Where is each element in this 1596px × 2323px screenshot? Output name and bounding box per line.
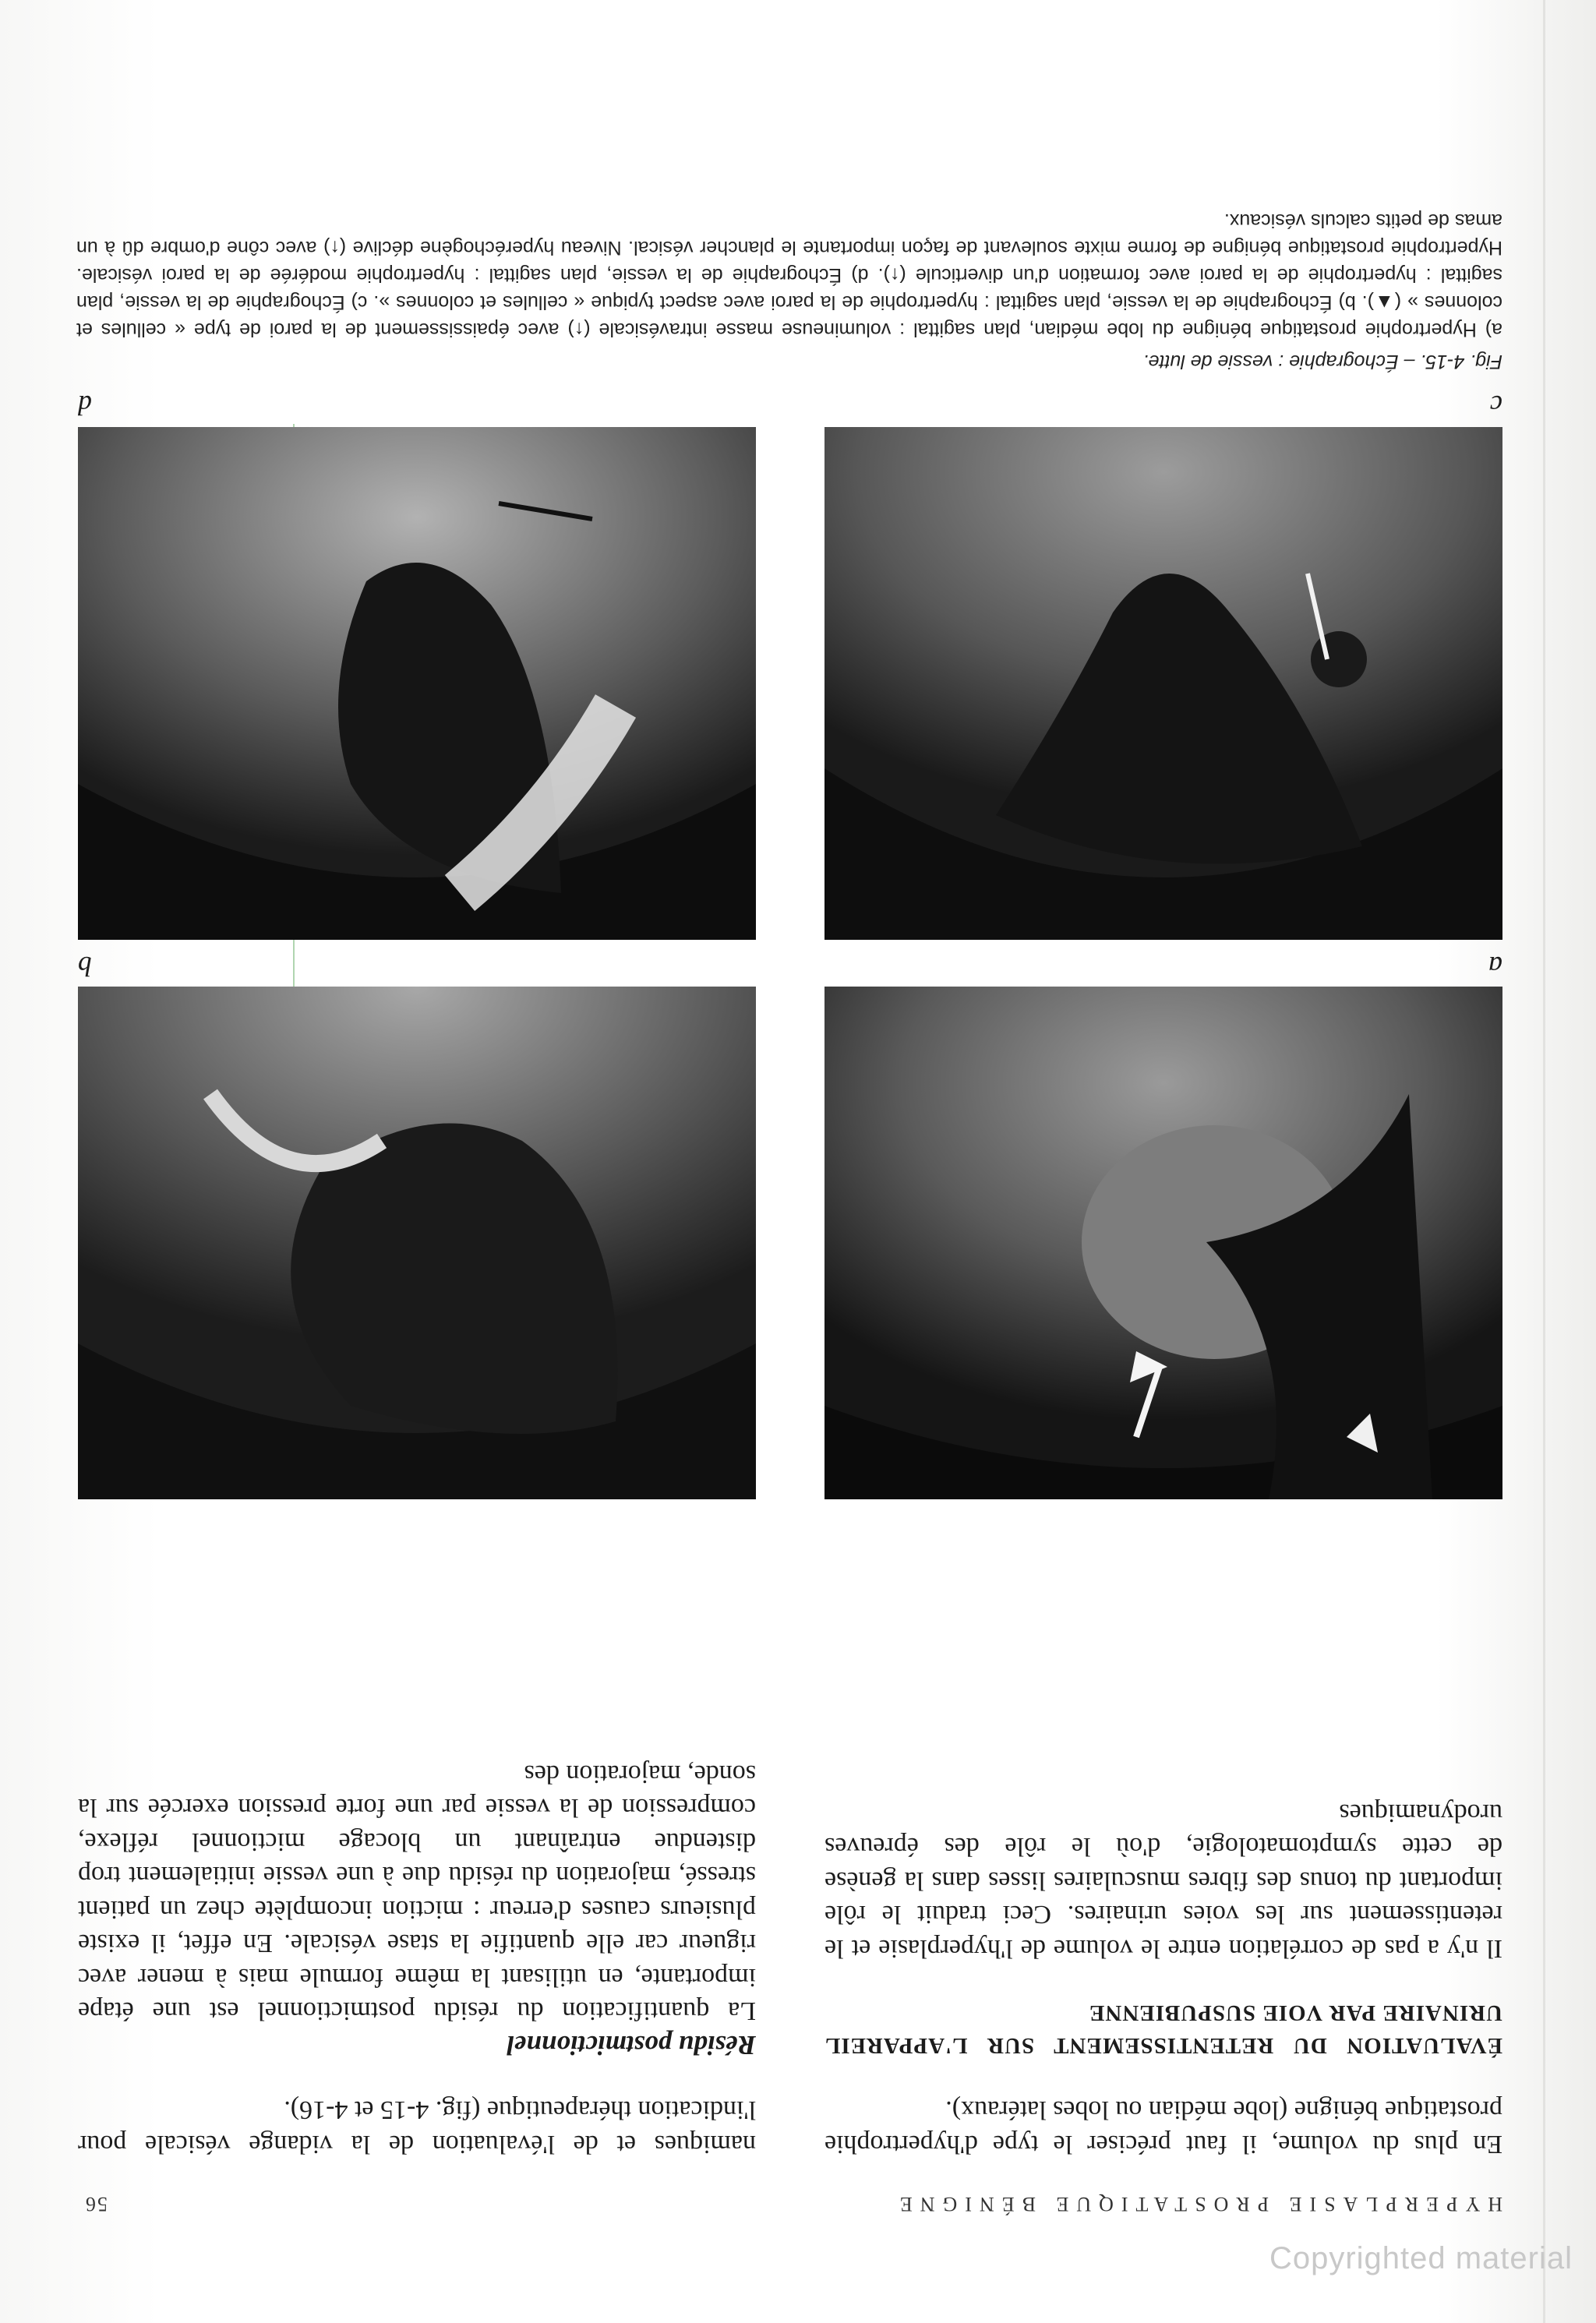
page-number: 56 bbox=[84, 2193, 108, 2215]
figure-caption bbox=[76, 207, 1502, 375]
ultrasound-panel-d bbox=[78, 427, 756, 940]
section-heading: ÉVALUATION DU RETENTISSEMENT SUR L'APPAREIL URINAIRE PAR VOIE SUSPUBIENNE bbox=[824, 2000, 1502, 2058]
panel-label-a: a bbox=[1488, 951, 1502, 982]
text-column-first bbox=[824, 1796, 1502, 2162]
ultrasound-panel-b bbox=[78, 987, 756, 1499]
running-head-title: HYPERPLASIE PROSTATIQUE BÉNIGNE bbox=[892, 2193, 1502, 2215]
panel-label-b: b bbox=[78, 951, 92, 982]
ultrasound-panel-a bbox=[824, 987, 1502, 1499]
paragraph-volume: En plus du volume, il faut préciser le type d'hypertrophie prostatique bénigne (lobe médian ou lobes latéraux). bbox=[824, 2095, 1502, 2159]
figure-title: Fig. 4-15. – Échographie : vessie de lutte. bbox=[1142, 351, 1502, 372]
paragraph-correlation: Il n'y a pas de corrélation entre le volume de l'hyperplasie et le retentissement sur les voies urinaires. Ceci traduit le rôle important du tonus des fibres musculaires lisses dans la genèse de cette symptomatologie, d'où le rôle des épreuves urodynamiques bbox=[824, 1799, 1502, 1963]
ultrasound-panel-c bbox=[824, 427, 1502, 940]
paragraph-residu: La quantification du résidu postmictionnel est une étape importante, en utilisant la même formule mais à mener avec rigueur car elle quantifie la stase vésicale. En effet, il existe plusieurs causes d'erreur : miction incomplète chez un patient stressé, majoration du résidu due à une vessie initialement trop distendue entraînant un blocage mictionnel réflexe, compression de la vessie par une forte pression exercée sur la sonde, majoration des bbox=[78, 1760, 756, 2026]
panel-label-d: d bbox=[78, 390, 92, 421]
panel-label-c: c bbox=[1490, 390, 1502, 421]
paragraph-continuation: namiques et de l'évaluation de la vidange vésicale pour l'indication thérapeutique (fig. 4-15 et 4-16). bbox=[78, 2095, 756, 2159]
copyright-watermark: Copyrighted material bbox=[1269, 2241, 1573, 2275]
running-head bbox=[84, 2184, 1502, 2215]
figure-caption-text: a) Hypertrophie prostatique bénigne du lobe médian, plan sagittal : volumineuse masse intravésicale (↑) avec épaississement de la paroi de type « cellules et colonnes » (▲). b) Échographie de la vessie, plan sagittal : hypertrophie de la paroi avec aspect typique « cellules et colonnes ». c) Échographie de la vessie, plan sagittal : hypertrophie de la paroi avec formation d'un diverticule (↑). d) Échographie de la vessie, plan sagittal : hypertrophie modérée de la paroi vésicale. Hypertrophie prostatique bénigne de forme mixte soulevant de façon importante le plancher vésical. Niveau hyperéchogène déclive (↑) avec cône d'ombre dû à un amas de petits calculs vésicaux. bbox=[76, 210, 1502, 341]
text-column-second bbox=[78, 1757, 756, 2162]
subheading-residu: Résidu postmictionnel bbox=[507, 2030, 756, 2060]
